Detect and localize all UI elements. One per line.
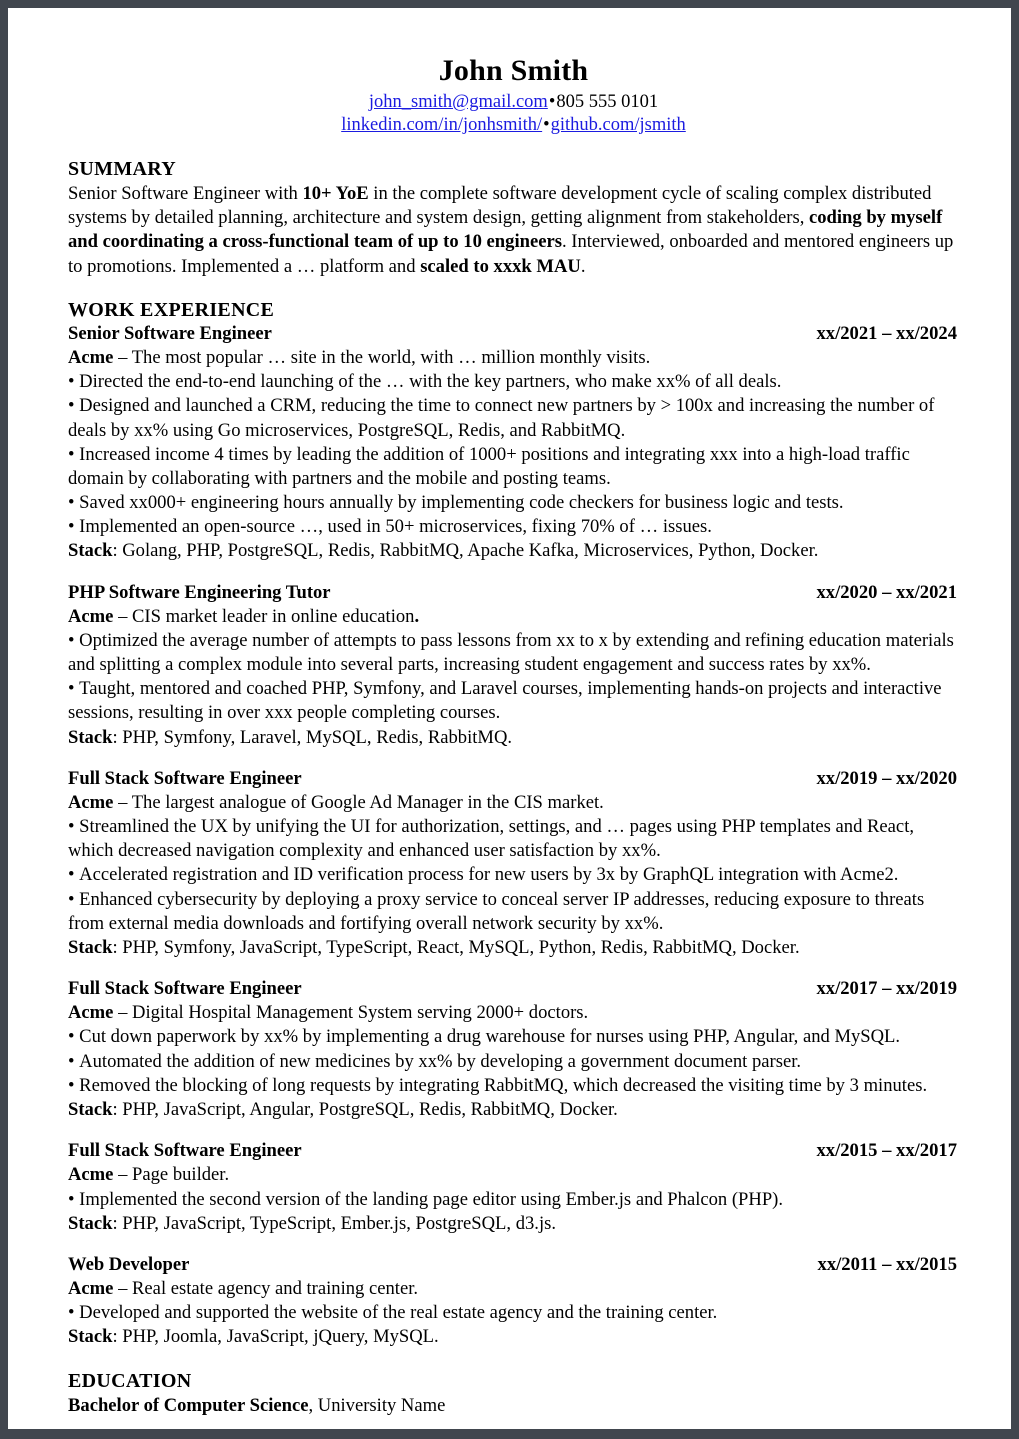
- job-headline: [68, 977, 959, 1001]
- summary-paragraph: [68, 182, 959, 279]
- stack-label: Stack: [68, 1212, 113, 1234]
- job-title: Senior Software Engineer: [68, 322, 272, 344]
- contact-line-secondary: [68, 114, 959, 138]
- stack-value: : PHP, Symfony, Laravel, MySQL, Redis, RabbitMQ.: [112, 726, 513, 748]
- job-list: [68, 322, 959, 1350]
- github-link[interactable]: github.com/jsmith: [550, 115, 686, 136]
- job-bullet: • Cut down paperwork by xx% by implementing a drug warehouse for nurses using PHP, Angular, and MySQL.: [68, 1025, 959, 1049]
- company-description: – The largest analogue of Google Ad Manager in the CIS market.: [113, 791, 604, 813]
- job-title: Web Developer: [68, 1253, 190, 1275]
- job-bullet: • Streamlined the UX by unifying the UI for authorization, settings, and … pages using PHP templates and React, which decreased navigation complexity and enhanced user satisfaction by xx%.: [68, 815, 959, 863]
- job-bullet: • Implemented the second version of the landing page editor using Ember.js and Phalcon (PHP).: [68, 1188, 959, 1212]
- job-company-line: [68, 1277, 959, 1301]
- company-description: – Digital Hospital Management System serving 2000+ doctors.: [113, 1002, 589, 1024]
- job-entry: [68, 1253, 959, 1350]
- company-name: Acme: [68, 1278, 114, 1300]
- stack-label: Stack: [68, 936, 113, 958]
- contact-separator-1: •: [548, 91, 556, 112]
- stack-value: : PHP, Symfony, JavaScript, TypeScript, React, MySQL, Python, Redis, RabbitMQ, Docker.: [112, 936, 800, 958]
- work-section-title: WORK EXPERIENCE: [68, 298, 275, 321]
- job-dates: xx/2021 – xx/2024: [816, 322, 957, 344]
- resume-page: [8, 8, 1011, 1429]
- summary-bold-1: 10+ YoE: [302, 183, 369, 205]
- education-degree: Bachelor of Computer Science: [68, 1394, 309, 1416]
- job-bullet: • Directed the end-to-end launching of the … with the key partners, who make xx% of all deals.: [68, 370, 959, 394]
- candidate-name: John Smith: [438, 54, 589, 87]
- job-entry: [68, 1139, 959, 1236]
- summary-bold-3: scaled to xxxk MAU: [420, 255, 581, 277]
- page-content: [8, 8, 1011, 1418]
- job-bullet: • Saved xx000+ engineering hours annually by implementing code checkers for business logic and tests.: [68, 491, 959, 515]
- job-stack-line: [68, 936, 959, 960]
- job-stack-line: [68, 1325, 959, 1349]
- company-name: Acme: [68, 791, 114, 813]
- linkedin-link[interactable]: linkedin.com/in/jonhsmith/: [341, 115, 543, 136]
- stack-value: : Golang, PHP, PostgreSQL, Redis, RabbitMQ, Apache Kafka, Microservices, Python, Docker.: [112, 540, 819, 562]
- job-headline: [68, 1139, 959, 1163]
- company-description: – Page builder.: [113, 1164, 230, 1186]
- job-bullet: • Accelerated registration and ID verification process for new users by 3x by GraphQL integration with Acme2.: [68, 863, 959, 887]
- job-company-line: [68, 791, 959, 815]
- company-name: Acme: [68, 605, 114, 627]
- job-bullet: • Enhanced cybersecurity by deploying a proxy service to conceal server IP addresses, reducing exposure to threats from external media downloads and fortifying overall network security by xx%.: [68, 888, 959, 936]
- stack-label: Stack: [68, 1326, 113, 1348]
- job-headline: [68, 581, 959, 605]
- job-stack-line: [68, 539, 959, 563]
- company-description-suffix: .: [414, 605, 420, 627]
- summary-section: [68, 157, 959, 279]
- job-title: Full Stack Software Engineer: [68, 978, 302, 1000]
- summary-text-2: in the complete software development cycle of scaling complex distributed systems by detailed planning, architecture and system design, getting alignment from stakeholders,: [68, 183, 932, 229]
- job-company-line: [68, 1163, 959, 1187]
- summary-bold-2: coding by myself and coordinating a cross-functional team of up to 10 engineers: [68, 207, 943, 253]
- job-headline: [68, 322, 959, 346]
- stack-value: : PHP, JavaScript, TypeScript, Ember.js, PostgreSQL, d3.js.: [112, 1212, 557, 1234]
- job-title: Full Stack Software Engineer: [68, 767, 302, 789]
- job-dates: xx/2017 – xx/2019: [816, 978, 957, 1000]
- company-description: – CIS market leader in online education: [113, 605, 415, 627]
- job-company-line: [68, 346, 959, 370]
- company-name: Acme: [68, 1164, 114, 1186]
- job-bullet: • Taught, mentored and coached PHP, Symfony, and Laravel courses, implementing hands-on projects and interactive sessions, resulting in over xxx people completing courses.: [68, 677, 959, 725]
- job-bullet: • Increased income 4 times by leading the addition of 1000+ positions and integrating xxx into a high-load traffic domain by collaborating with partners and the mobile and posting teams.: [68, 443, 959, 491]
- contact-separator-2: •: [543, 115, 550, 136]
- job-bullet: • Developed and supported the website of the real estate agency and the training center.: [68, 1301, 959, 1325]
- education-section-title: EDUCATION: [68, 1369, 192, 1392]
- stack-label: Stack: [68, 540, 113, 562]
- education-institution: , University Name: [308, 1394, 446, 1416]
- stack-label: Stack: [68, 1098, 113, 1120]
- education-section: [68, 1369, 959, 1418]
- job-bullet: • Implemented an open-source …, used in 50+ microservices, fixing 70% of … issues.: [68, 515, 959, 539]
- contact-line-primary: [68, 91, 959, 115]
- job-company-line: [68, 1001, 959, 1025]
- job-company-line: [68, 605, 959, 629]
- stack-value: : PHP, Joomla, JavaScript, jQuery, MySQL.: [112, 1326, 439, 1348]
- company-description: – The most popular … site in the world, with … million monthly visits.: [113, 347, 651, 368]
- job-title: PHP Software Engineering Tutor: [68, 581, 331, 603]
- job-headline: [68, 767, 959, 791]
- job-bullet: • Optimized the average number of attempts to pass lessons from xx to x by extending and refining education materials and splitting a complex module into several parts, increasing student engagement and success rates by xx%.: [68, 629, 959, 677]
- job-entry: [68, 767, 959, 960]
- work-experience-section: [68, 298, 959, 1350]
- company-name: Acme: [68, 1002, 114, 1024]
- stack-value: : PHP, JavaScript, Angular, PostgreSQL, Redis, RabbitMQ, Docker.: [112, 1098, 618, 1120]
- job-bullet: • Automated the addition of new medicines by xx% by developing a government document parser.: [68, 1050, 959, 1074]
- summary-text-1: Senior Software Engineer with: [68, 183, 303, 205]
- job-entry: [68, 581, 959, 750]
- education-entry: [68, 1394, 959, 1418]
- company-description: – Real estate agency and training center.: [113, 1278, 419, 1300]
- job-dates: xx/2015 – xx/2017: [816, 1140, 957, 1162]
- stack-label: Stack: [68, 726, 113, 748]
- job-stack-line: [68, 1212, 959, 1236]
- resume-header: [68, 54, 959, 138]
- job-stack-line: [68, 1098, 959, 1122]
- company-name: Acme: [68, 347, 114, 368]
- job-dates: xx/2019 – xx/2020: [816, 767, 957, 789]
- summary-text-4: .: [580, 255, 586, 277]
- job-headline: [68, 1253, 959, 1277]
- job-bullet: • Designed and launched a CRM, reducing the time to connect new partners by > 100x and increasing the number of deals by xx% using Go microservices, PostgreSQL, Redis, and RabbitMQ.: [68, 394, 959, 442]
- summary-section-title: SUMMARY: [68, 158, 177, 181]
- summary-text-3: . Interviewed, onboarded and mentored engineers up to promotions. Implemented a … platform and: [68, 231, 954, 277]
- job-bullet: • Removed the blocking of long requests by integrating RabbitMQ, which decreased the visiting time by 3 minutes.: [68, 1074, 959, 1098]
- email-link[interactable]: john_smith@gmail.com: [368, 91, 548, 112]
- job-entry: [68, 322, 959, 564]
- job-entry: [68, 977, 959, 1122]
- job-dates: xx/2020 – xx/2021: [816, 581, 957, 603]
- job-title: Full Stack Software Engineer: [68, 1140, 302, 1162]
- phone-text: 805 555 0101: [556, 91, 659, 112]
- job-dates: xx/2011 – xx/2015: [817, 1253, 957, 1275]
- job-stack-line: [68, 726, 959, 750]
